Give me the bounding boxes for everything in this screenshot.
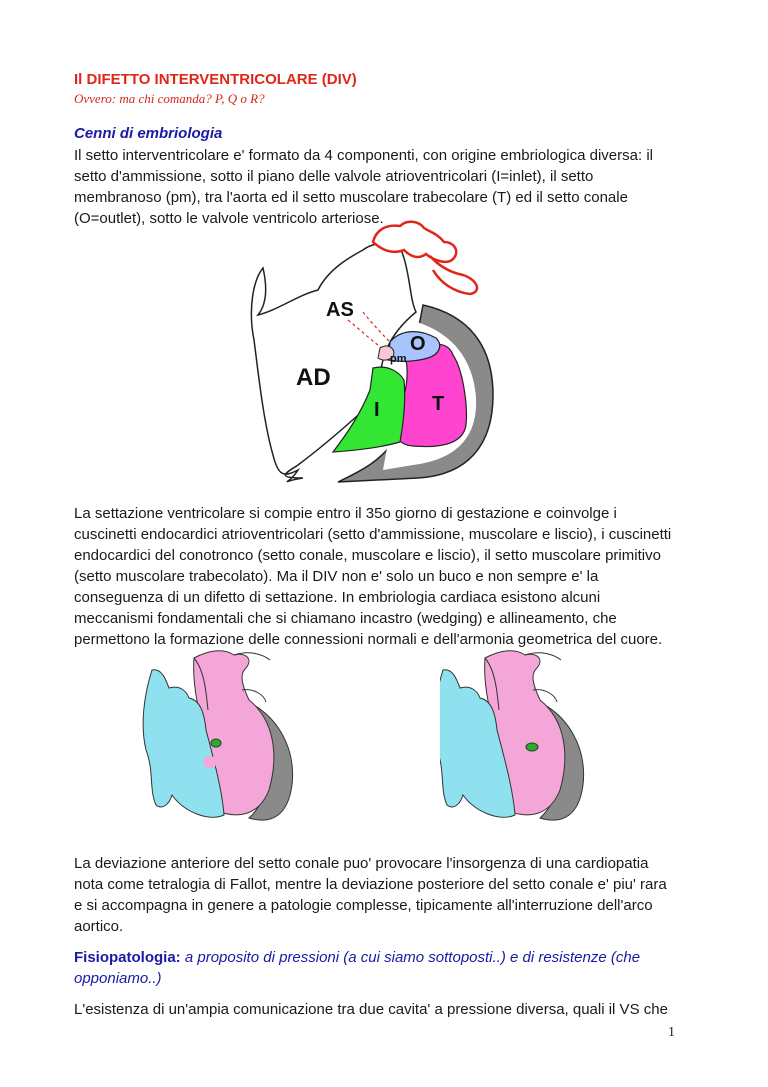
- page-number: 1: [668, 1025, 675, 1040]
- paragraph-septum-components: Il setto interventricolare e' formato da 4 componenti, con origine embriologica diversa: il setto d'ammissione, sotto il piano delle valvole atrioventricolari (I=inlet), il setto membranoso (pm), tra l'aorta ed il setto muscolare trabecolare (T) ed il setto conale (O=outlet), sotto le valvole ventricolo arteriose.: [74, 147, 653, 227]
- label-ad: AD: [296, 364, 331, 391]
- label-t: T: [432, 393, 445, 415]
- document-subtitle: Ovvero: ma chi comanda? P, Q o R?: [74, 91, 265, 106]
- septal-defect-marker: [526, 743, 538, 751]
- label-i: I: [374, 399, 380, 421]
- septum-components-figure: [148, 220, 628, 486]
- section-heading-fisiopatologia: Fisiopatologia:: [74, 949, 181, 966]
- heart-diagram-right: [440, 640, 740, 840]
- section-heading-embriologia: Cenni di embriologia: [74, 125, 223, 142]
- paragraph-conal-deviation: La deviazione anteriore del setto conale puo' provocare l'insorgenza di una cardiopatia nota come tetralogia di Fallot, mentre la deviazione posteriore del setto conale e' piu' rara e si accompagna in genere a patologie complesse, tipicamente all'interruzione dell'arco aortico.: [74, 855, 667, 935]
- paragraph-septation: La settazione ventricolare si compie entro il 35o giorno di gestazione e coinvolge i cuscinetti endocardici atrioventricolari (setto d'ammissione, muscolare e liscio), i cuscinetti endocardici del conotronco (setto conale, muscolare e liscio), il setto muscolare primitivo (setto muscolare trabecolato). Ma il DIV non e' solo un buco e non sempre e' la conseguenza di un difetto di settazione. In embriologia cardiaca esistono alcuni meccanismi fondamentali che si chiamano incastro (wedging) e allineamento, che permettono la formazione delle connessioni normali e dell'armonia geometrica del cuore.: [74, 505, 672, 648]
- document-title: Il DIFETTO INTERVENTRICOLARE (DIV): [74, 71, 357, 88]
- label-o: O: [410, 333, 426, 355]
- pink-spot: [203, 756, 217, 768]
- fisiopatologia-subheading: a proposito di pressioni (a cui siamo sottoposti..) e di resistenze (che opponiamo..): [74, 949, 641, 987]
- heart-diagram-left: [74, 640, 374, 840]
- paragraph-communication: L'esistenza di un'ampia comunicazione tra due cavita' a pressione diversa, quali il VS che: [74, 1001, 668, 1018]
- fisiopatologia-heading-line: [74, 947, 714, 989]
- label-pm: pm: [390, 353, 407, 365]
- pink-spot: [516, 761, 532, 775]
- septal-defect-marker: [211, 739, 221, 747]
- label-as: AS: [326, 299, 354, 321]
